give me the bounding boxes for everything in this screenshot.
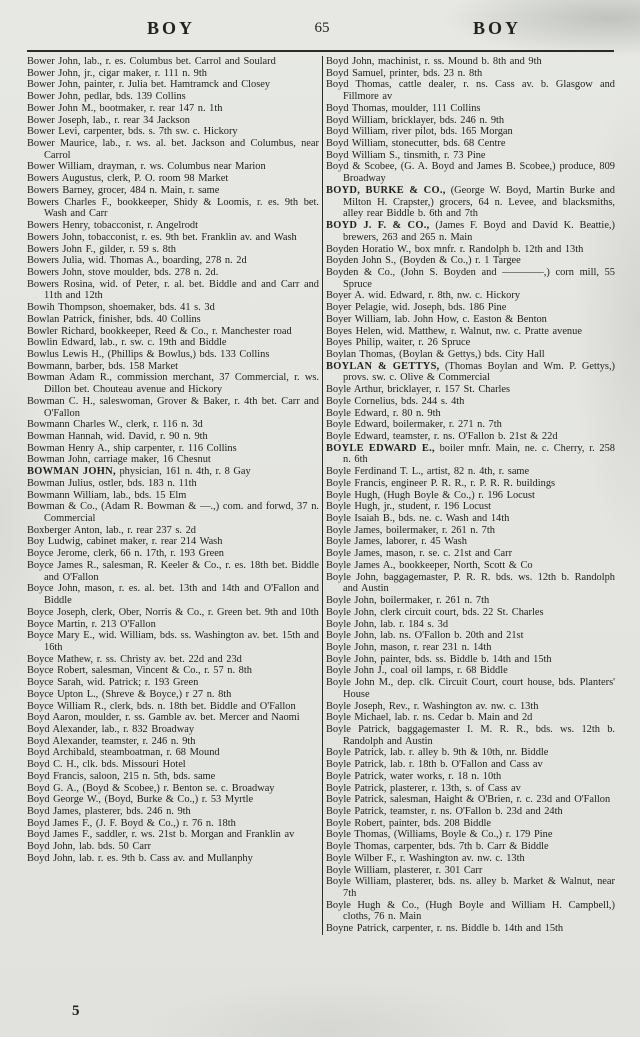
directory-entry: Bowlus Lewis H., (Phillips & Bowlus,) bds. 133 Collins — [27, 348, 270, 360]
directory-entry: Boyce Jerome, clerk, 66 n. 17th, r. 193 Green — [27, 548, 224, 560]
directory-entry: Bower John, lab., r. es. Columbus bet. Carrol and Soulard — [27, 56, 276, 67]
directory-entry: Bowers Barney, grocer, 484 n. Main, r. same — [27, 184, 220, 196]
header-right-word: BOY — [472, 18, 522, 38]
directory-entry: Bowman Hannah, wid. David, r. 90 n. 9th — [27, 431, 208, 442]
directory-entry: Boyce Mathew, r. ss. Christy av. bet. 22d and 23d — [27, 653, 242, 665]
directory-entry: Boyd George W., (Boyd, Burke & Co.,) r. 53 Myrtle — [27, 794, 254, 806]
header-left-word: BOY — [146, 18, 196, 38]
directory-entry: Boyne Patrick, carpenter, r. ns. Biddle b. 14th and 15th — [326, 923, 564, 935]
directory-entry: Boyle Edward, boilermaker, r. 271 n. 7th — [326, 419, 502, 431]
directory-entry: Bowih Thompson, shoemaker, bds. 41 s. 3d — [27, 302, 215, 314]
directory-entry: Boyle Robert, painter, bds. 208 Biddle — [326, 817, 492, 829]
entry-bold-name: BOYD J. F. & CO., — [326, 220, 430, 232]
directory-entry: Boyd Samuel, printer, bds. 23 n. 8th — [326, 67, 483, 79]
directory-entry: Boyd & Scobee, (G. A. Boyd and James B. Scobee,) produce, 809 Broadway — [326, 161, 615, 185]
directory-entry: Bower Levi, carpenter, bds. s. 7th sw. c. Hickory — [27, 126, 238, 138]
directory-entry: BOYLE EDWARD E., boiler mnfr. Main, ne. c. Cherry, r. 258 n. 6th — [326, 442, 615, 466]
directory-entry: Boyle John, lab. r. 184 s. 3d — [326, 618, 449, 630]
directory-entry: Boyce Mary E., wid. William, bds. ss. Washington av. bet. 15th and 16th — [27, 630, 319, 653]
directory-entry: Boxberger Anton, lab., r. rear 237 s. 2d — [27, 524, 196, 536]
directory-entry: Boyle Patrick, lab. r. alley b. 9th & 10th, nr. Biddle — [326, 747, 549, 759]
directory-entry: Boyd James F., saddler, r. ws. 21st b. Morgan and Franklin av — [27, 829, 295, 841]
directory-entry: Bower John M., bootmaker, r. rear 147 n. 1th — [27, 102, 223, 114]
directory-entry: Boyle William, plasterer, bds. ns. alley b. Market & Walnut, near 7th — [326, 876, 615, 900]
directory-entry: Bowmann, barber, bds. 158 Market — [27, 360, 179, 372]
directory-entry: Boyce Robert, salesman, Vincent & Co., r. 57 n. 8th — [27, 665, 252, 677]
directory-entry: BOWMAN JOHN, physician, 161 n. 4th, r. 8 Gay — [27, 466, 251, 478]
directory-entry: Boyden Horatio W., box mnfr. r. Randolph b. 12th and 13th — [326, 243, 584, 255]
directory-entry: Boyle Patrick, salesman, Haight & O'Brien, r. c. 23d and O'Fallon — [326, 794, 611, 806]
directory-entry: Boyle Michael, lab. r. ns. Cedar b. Main and 2d — [326, 712, 533, 724]
directory-entry: Boyle John M., dep. clk. Circuit Court, court house, bds. Planters' House — [326, 677, 615, 700]
directory-entry: Boyle Patrick, teamster, r. ns. O'Fallon b. 23d and 24th — [326, 806, 563, 817]
directory-entry: Bower Maurice, lab., r. ws. al. bet. Jackson and Columbus, near Carrol — [27, 138, 319, 161]
directory-entry: Boyle Edward, r. 80 n. 9th — [326, 407, 441, 419]
directory-entry: Boyle William, plasterer, r. 301 Carr — [326, 864, 483, 876]
directory-entry: Boyle John, clerk circuit court, bds. 22 St. Charles — [326, 606, 544, 618]
directory-entry: Boyden & Co., (John S. Boyden and ————,) corn mill, 55 Spruce — [326, 266, 615, 290]
directory-entry: Bowers Rosina, wid. of Peter, r. al. bet. Biddle and and Carr and 11th and 12th — [27, 278, 319, 302]
directory-entry: BOYD J. F. & CO., (James F. Boyd and David K. Beattie,) brewers, 263 and 265 n. Main — [326, 220, 615, 243]
directory-entry: Boylan Thomas, (Boylan & Gettys,) bds. City Hall — [326, 348, 545, 360]
directory-entry: Boyd William, stonecutter, bds. 68 Centre — [326, 138, 506, 150]
directory-entry: Boyle John, boilermaker, r. 261 n. 7th — [326, 595, 490, 607]
page-number: 65 — [314, 20, 330, 36]
directory-entry: Boyle James A., bookkeeper, North, Scott & Co — [326, 559, 533, 571]
directory-entry: Boyce Joseph, clerk, Ober, Norris & Co., r. Green bet. 9th and 10th — [27, 606, 319, 618]
directory-entry: Bowman Henry A., ship carpenter, r. 116 Collins — [27, 442, 237, 454]
directory-entry: Bowman Adam R., commission merchant, 37 Commercial, r. ws. Dillon bet. Chouteau avenue and Hickory — [27, 372, 319, 396]
directory-entry: Boyle Patrick, lab. r. 18th b. O'Fallon and Cass av — [326, 759, 543, 771]
directory-entry: Bower John, jr., cigar maker, r. 111 n. 9th — [27, 67, 207, 79]
directory-entry: BOYLAN & GETTYS, (Thomas Boylan and Wm. P. Gettys,) provs. sw. c. Olive & Commercial — [326, 360, 616, 384]
directory-entry: Bowler Richard, bookkeeper, Reed & Co., r. Manchester road — [27, 325, 292, 337]
directory-entry: Boyer William, lab. John How, c. Easton & Benton — [326, 313, 547, 325]
directory-entry: Boyle James, boilermaker, r. 261 n. 7th — [326, 524, 495, 536]
directory-entry: Boyle Patrick, water works, r. 18 n. 10th — [326, 770, 502, 782]
directory-entry: Boyd Aaron, moulder, r. ss. Gamble av. bet. Mercer and Naomi — [27, 712, 300, 724]
directory-entry: Bowlin Edward, lab., r. sw. c. 19th and Biddle — [27, 337, 227, 349]
directory-entry: Boyle James, laborer, r. 45 Wash — [326, 536, 467, 548]
directory-entry: Boyd James F., (J. F. Boyd & Co.,) r. 76 n. 18th — [27, 817, 236, 829]
column-divider — [322, 56, 323, 935]
header-rule — [27, 50, 614, 52]
directory-entry: Boyle Francis, engineer P. R. R., r. P. R. R. buildings — [326, 477, 556, 489]
page-header — [0, 18, 640, 44]
directory-entry: Bowers John, tobacconist, r. es. 9th bet. Franklin av. and Wash — [27, 231, 297, 243]
directory-entry: Boyd William, river pilot, bds. 165 Morgan — [326, 126, 513, 138]
directory-entry: Boyle John, painter, bds. ss. Biddle b. 14th and 15th — [326, 653, 552, 665]
directory-entry: Boyd John, lab. bds. 50 Carr — [27, 841, 151, 853]
directory-entry: Boyd William, bricklayer, bds. 246 n. 9th — [326, 114, 505, 126]
directory-entry: Boyd Alexander, teamster, r. 246 n. 9th — [27, 735, 196, 747]
directory-entry: Boyd G. A., (Boyd & Scobee,) r. Benton se. c. Broadway — [27, 782, 275, 794]
directory-entry: Boyd Alexander, lab., r. 832 Broadway — [27, 723, 195, 735]
directory-entry: Boyce Sarah, wid. Patrick; r. 193 Green — [27, 677, 199, 689]
directory-entry: Boyce John, mason, r. es. al. bet. 13th and 14th and O'Fallon and Biddle — [27, 583, 319, 607]
directory-columns — [27, 56, 615, 935]
directory-entry: Bowman John, carriage maker, 16 Chesnut — [27, 454, 211, 466]
directory-entry: Boyle John, mason, r. rear 231 n. 14th — [326, 641, 492, 653]
directory-entry: Bowman Julius, ostler, bds. 183 n. 11th — [27, 477, 197, 489]
directory-entry: Boyce Martin, r. 213 O'Fallon — [27, 618, 156, 630]
directory-entry: Boyce James R., salesman, R. Keeler & Co., r. es. 18th bet. Biddle and O'Fallon — [27, 559, 319, 583]
directory-entry: Boyle Thomas, carpenter, bds. 7th b. Carr & Biddle — [326, 841, 549, 853]
directory-entry: Boyle Patrick, baggagemaster I. M. R. R., bds. ws. 12th b. Randolph and Austin — [326, 723, 615, 747]
directory-entry: Boyes Philip, waiter, r. 26 Spruce — [326, 337, 471, 349]
directory-entry: Boy Ludwig, cabinet maker, r. rear 214 Wash — [27, 536, 223, 548]
directory-entry: Boyd John, machinist, r. ss. Mound b. 8th and 9th — [326, 56, 542, 67]
entry-bold-name: BOYLAN & GETTYS, — [326, 360, 440, 372]
directory-entry: Boyle Wilber F., r. Washington av. nw. c. 13th — [326, 852, 525, 864]
directory-entry: Boyce Upton L., (Shreve & Boyce,) r 27 n. 8th — [27, 688, 232, 700]
directory-entry: Boyer A. wid. Edward, r. 8th, nw. c. Hickory — [326, 290, 521, 302]
directory-entry: Boyle John, baggagemaster, P. R. R. bds. ws. 12th b. Randolph and Austin — [326, 571, 615, 595]
directory-entry: Boyle John, lab. ns. O'Fallon b. 20th and 21st — [326, 630, 524, 642]
entry-bold-name: BOYD, BURKE & CO., — [326, 184, 446, 196]
directory-entry: Boyle John J., coal oil lamps, r. 68 Biddle — [326, 665, 508, 677]
directory-entry: Boyle James, mason, r. se. c. 21st and Carr — [326, 548, 513, 560]
directory-entry: Bowers John F., gilder, r. 59 s. 8th — [27, 243, 176, 255]
directory-entry: Boyle Hugh & Co., (Hugh Boyle and William H. Campbell,) cloths, 76 n. Main — [326, 899, 615, 923]
directory-entry: Bowers Henry, tobacconist, r. Angelrodt — [27, 220, 198, 232]
left-column — [27, 56, 319, 935]
directory-entry: Boyce William R., clerk, bds. n. 18th bet. Biddle and O'Fallon — [27, 700, 296, 712]
directory-entry: Boyle Hugh, jr., student, r. 196 Locust — [326, 501, 492, 513]
directory-entry: Boyle Joseph, Rev., r. Washington av. nw. c. 13th — [326, 700, 539, 712]
directory-entry: Boyes Helen, wid. Matthew, r. Walnut, nw. c. Pratte avenue — [326, 325, 582, 337]
directory-entry: Boyd William S., tinsmith, r. 73 Pine — [326, 149, 486, 161]
directory-entry: Boyd John, lab. r. es. 9th b. Cass av. and Mullanphy — [27, 852, 253, 864]
entry-bold-name: BOWMAN JOHN, — [27, 466, 116, 478]
directory-entry: Bowmann Charles W., clerk, r. 116 n. 3d — [27, 419, 203, 431]
directory-entry: Boyle Edward, teamster, r. ns. O'Fallon b. 21st & 22d — [326, 431, 558, 442]
directory-entry: Boyd Thomas, moulder, 111 Collins — [326, 102, 481, 114]
directory-entry: Boyle Hugh, (Hugh Boyle & Co.,) r. 196 Locust — [326, 489, 535, 501]
directory-entry: Bowman C. H., saleswoman, Grover & Baker, r. 4th bet. Carr and O'Fallon — [27, 395, 319, 419]
directory-entry: Bower John, painter, r. Julia bet. Hamtramck and Closey — [27, 79, 271, 91]
right-column — [326, 56, 615, 935]
directory-entry: Boyle Isaiah B., bds. ne. c. Wash and 14th — [326, 513, 510, 525]
directory-entry: Boyle Cornelius, bds. 244 s. 4th — [326, 395, 465, 407]
directory-entry: Boyle Thomas, (Williams, Boyle & Co.,) r. 179 Pine — [326, 829, 553, 841]
directory-entry: Bowers Augustus, clerk, P. O. room 98 Market — [27, 173, 229, 185]
directory-entry: Bowman & Co., (Adam R. Bowman & —.,) com. and forwd, 37 n. Commercial — [27, 501, 319, 525]
directory-entry: Bowers John, stove moulder, bds. 278 n. 2d. — [27, 266, 219, 278]
directory-entry: Boyle Ferdinand T. L., artist, 82 n. 4th, r. same — [326, 466, 530, 478]
directory-entry: Bower John, pedlar, bds. 139 Collins — [27, 91, 186, 103]
directory-entry: Boyle Arthur, bricklayer, r. 157 St. Charles — [326, 384, 511, 396]
directory-entry: Boyd Francis, saloon, 215 n. 5th, bds. same — [27, 770, 216, 782]
directory-entry: Boyer Pelagie, wid. Joseph, bds. 186 Pine — [326, 302, 507, 314]
directory-entry: Boyd Thomas, cattle dealer, r. ns. Cass av. b. Glasgow and Fillmore av — [326, 79, 615, 103]
signature-mark: 5 — [72, 1003, 80, 1019]
directory-entry: Boyd Archibald, steamboatman, r. 68 Mound — [27, 747, 220, 759]
entry-bold-name: BOYLE EDWARD E., — [326, 442, 435, 454]
directory-entry: Bowers Julia, wid. Thomas A., boarding, 278 n. 2d — [27, 255, 247, 267]
directory-entry: BOYD, BURKE & CO., (George W. Boyd, Martin Burke and Milton H. Crapster,) grocers, 64 n. Levee, and blacksmiths, alley rear Biddle b. 6th and 7th — [326, 184, 615, 220]
directory-entry: Bowmann William, lab., bds. 15 Elm — [27, 489, 187, 501]
directory-entry: Bowlan Patrick, finisher, bds. 40 Collins — [27, 313, 201, 325]
directory-entry: Bower William, drayman, r. ws. Columbus near Marion — [27, 161, 266, 173]
directory-entry: Boyd James, plasterer, bds. 246 n. 9th — [27, 806, 191, 817]
directory-entry: Bower Joseph, lab., r. rear 34 Jackson — [27, 114, 190, 126]
directory-entry: Boyle Patrick, plasterer, r. 13th, s. of Cass av — [326, 782, 521, 794]
directory-entry: Boyd C. H., clk. bds. Missouri Hotel — [27, 759, 186, 771]
directory-entry: Boyden John S., (Boyden & Co.,) r. 1 Targee — [326, 255, 521, 267]
directory-entry: Bowers Charles F., bookkeeper, Shidy & Loomis, r. es. 9th bet. Wash and Carr — [27, 196, 319, 220]
